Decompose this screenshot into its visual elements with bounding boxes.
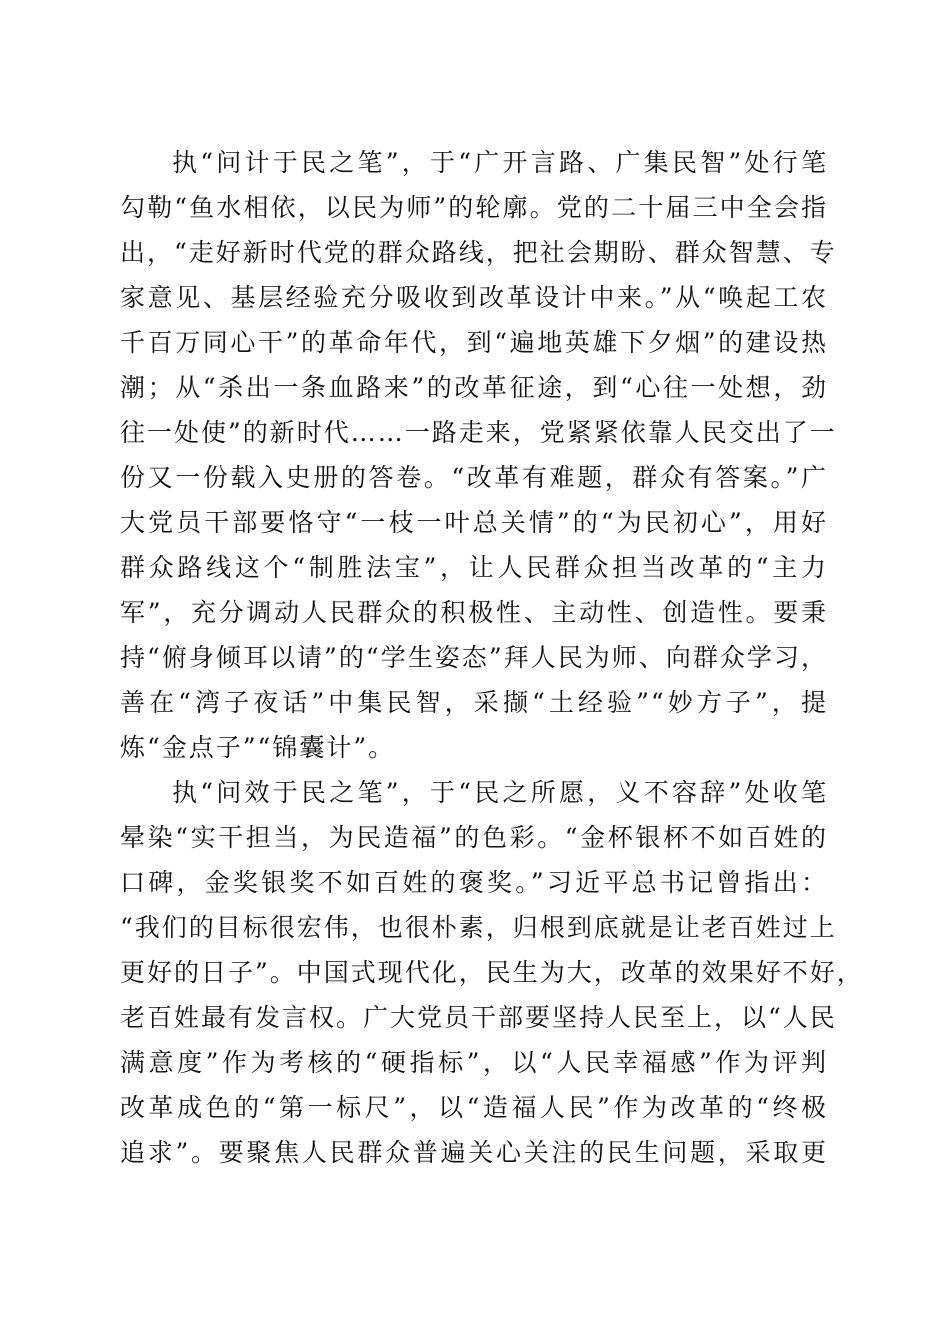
- text-line: 千百万同心干”的革命年代，到“遍地英雄下夕烟”的建设热: [120, 328, 828, 357]
- text-line: 出，“走好新时代党的群众路线，把社会期盼、群众智慧、专: [120, 238, 837, 267]
- text-line: 持“俯身倾耳以请”的“学生姿态”拜人民为师、向群众学习，: [120, 643, 828, 672]
- text-line: 份又一份载入史册的答卷。“改革有难题，群众有答案。”广: [120, 463, 828, 492]
- document-body: [120, 140, 864, 1175]
- text-line: 执“问计于民之笔”，于“广开言路、广集民智”处行笔: [172, 148, 828, 177]
- text-line: 家意见、基层经验充分吸收到改革设计中来。”从“唤起工农: [120, 283, 828, 312]
- text-line: 大党员干部要恪守“一枝一叶总关情”的“为民初心”，用好: [120, 508, 828, 537]
- paragraph-1: [120, 140, 837, 770]
- text-line: 满意度”作为考核的“硬指标”，以“人民幸福感”作为评判: [120, 1048, 828, 1077]
- text-line: 追求”。要聚焦人民群众普遍关心关注的民生问题，采取更: [120, 1138, 828, 1167]
- text-line: 军”，充分调动人民群众的积极性、主动性、创造性。要秉: [120, 598, 828, 627]
- text-line: 老百姓最有发言权。广大党员干部要坚持人民至上，以“人民: [120, 1003, 837, 1032]
- text-line: 晕染“实干担当，为民造福”的色彩。“金杯银杯不如百姓的: [120, 823, 828, 852]
- text-line: 改革成色的“第一标尺”，以“造福人民”作为改革的“终极: [120, 1093, 828, 1122]
- text-line: 口碑，金奖银奖不如百姓的褒奖。”习近平总书记曾指出：: [120, 868, 828, 897]
- text-line: 勾勒“鱼水相依，以民为师”的轮廓。党的二十届三中全会指: [120, 193, 828, 222]
- text-line: 执“问效于民之笔”，于“民之所愿，义不容辞”处收笔: [172, 778, 828, 807]
- text-line: 群众路线这个“制胜法宝”，让人民群众担当改革的“主力: [120, 553, 828, 582]
- text-line: “我们的目标很宏伟，也很朴素，归根到底就是让老百姓过上: [120, 913, 837, 942]
- text-line: 往一处使”的新时代……一路走来，党紧紧依靠人民交出了一: [120, 418, 837, 447]
- text-line: 炼“金点子”“锦囊计”。: [120, 733, 396, 762]
- text-line: 更好的日子”。中国式现代化，民生为大，改革的效果好不好，: [120, 958, 864, 987]
- text-line: 善在“湾子夜话”中集民智，采撷“土经验”“妙方子”，提: [120, 688, 828, 717]
- text-line: 潮；从“杀出一条血路来”的改革征途，到“心往一处想，劲: [120, 373, 828, 402]
- paragraph-2: [120, 770, 864, 1175]
